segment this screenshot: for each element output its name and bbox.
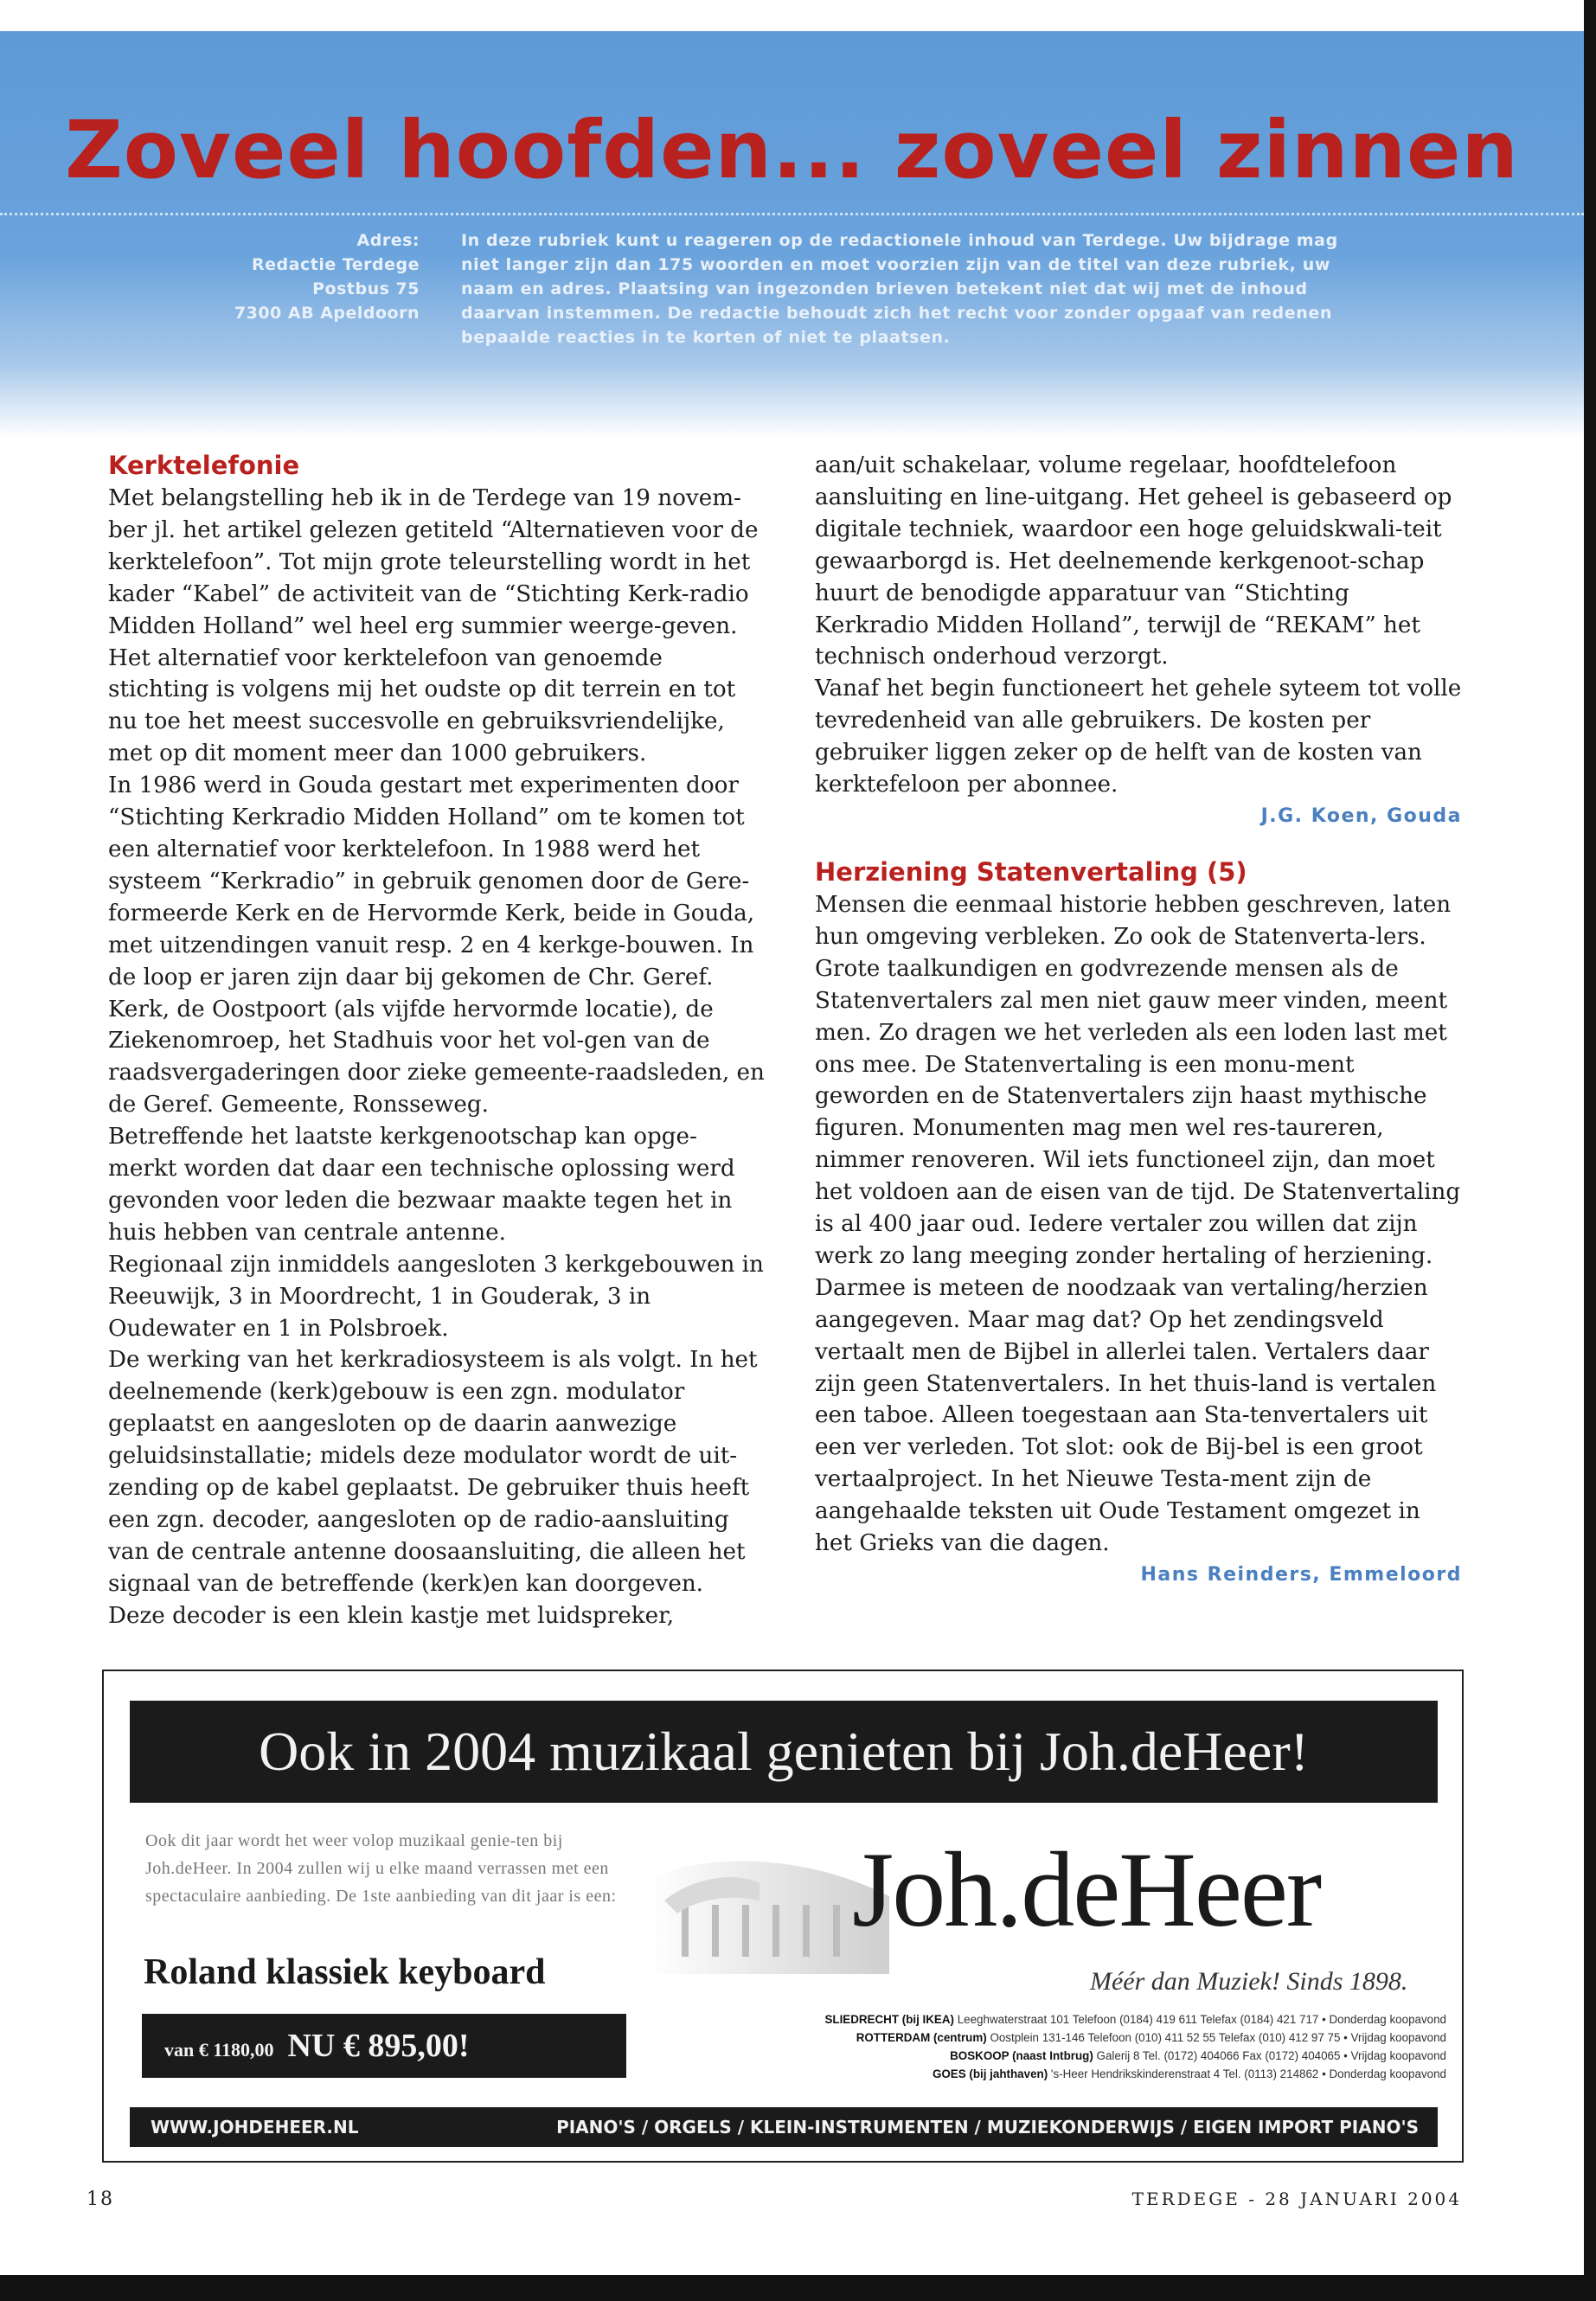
page-number: 18	[87, 2189, 114, 2210]
address-line: 7300 AB Apeldoorn	[234, 304, 420, 323]
store-city: GOES (bij jahthaven)	[932, 2067, 1048, 2080]
article-signature: Hans Reinders, Emmeloord	[1140, 1564, 1462, 1586]
store-address	[633, 2029, 1446, 2047]
address-label: Adres:	[356, 231, 420, 250]
address-block	[156, 228, 420, 325]
store-address	[633, 2047, 1446, 2065]
address-line: Postbus 75	[312, 279, 420, 298]
scan-edge-bottom	[0, 2275, 1596, 2301]
article-paragraph: De werking van het kerkradiosysteem is als volgt. In het deelnemende (kerk)gebouw is een zgn. modulator geplaatst en aangesloten op de daarin aanwezige geluidsinstallatie; midels deze modulator wordt de uit-zending op de kabel geplaatst. De gebruiker thuis heeft een zgn. decoder, aangesloten op de radio-aansluiting van de centrale antenne doosaansluiting, die alleen het signaal van de betreffende (kerk)en kan doorgeven. Deze decoder is een klein kastje met luidspreker,	[108, 1347, 758, 1629]
left-column	[108, 450, 766, 1632]
store-addresses	[633, 2010, 1446, 2083]
article-paragraph: Regionaal zijn inmiddels aangesloten 3 kerkgebouwen in Reeuwijk, 3 in Moordrecht, 1 in Gouderak, 3 in Oudewater en 1 in Polsbroek.	[108, 1251, 764, 1342]
store-city: ROTTERDAM (centrum)	[856, 2031, 987, 2044]
address-line: Redactie Terdege	[252, 255, 420, 274]
store-detail: Leeghwaterstraat 101 Telefoon (0184) 419 611 Telefax (0184) 421 717 • Donderdag koopavond	[957, 2013, 1446, 2026]
rubric-intro: In deze rubriek kunt u reageren op de redactionele inhoud van Terdege. Uw bijdrage mag niet langer zijn dan 175 woorden en moet voorzien zijn van de titel van deze rubriek, uw naam en adres. Plaatsing van ingezonden brieven betekent niet dat wij met de inhoud daarvan instemmen. De redactie behoudt zich het recht voor zonder opgaaf van redenen bepaalde reacties in te korten of niet te plaatsen.	[461, 231, 1338, 347]
ad-product-name: Roland klassiek keyboard	[144, 1952, 546, 1992]
article-heading: Kerktelefonie	[108, 451, 300, 480]
advertisement	[102, 1670, 1464, 2163]
article-paragraph: Vanaf het begin functioneert het gehele syteem tot volle tevredenheid van alle gebruikers. De kosten per gebruiker liggen zeker op de helft van de kosten van kerktefeloon per abonnee.	[815, 676, 1462, 798]
ad-tagline: Méér dan Muziek! Sinds 1898.	[1090, 1967, 1408, 1996]
article-signature: J.G. Koen, Gouda	[1260, 804, 1462, 827]
johdeheer-logo: Joh.deHeer	[852, 1830, 1321, 1949]
issue-line: TERDEGE - 28 JANUARI 2004	[1131, 2189, 1462, 2209]
article-paragraph: Met belangstelling heb ik in de Terdege van 19 novem-ber jl. het artikel gelezen getiteld “Alternatieven voor de kerktelefoon”. Tot mijn grote teleurstelling wordt in het kader “Kabel” de activiteit van de “Stichting Kerk-radio Midden Holland” wel heel erg summier weerge-geven. Het alternatief voor kerktelefoon van genoemde stichting is volgens mij het oudste op dit terrein en tot nu toe het meest succesvolle en gebruiksvriendelijke, met op dit moment meer dan 1000 gebruikers.	[108, 485, 759, 767]
header-dotted-rule	[0, 213, 1584, 215]
article-paragraph: Mensen die eenmaal historie hebben geschreven, laten hun omgeving verbleken. Zo ook de Statenverta-lers. Grote taalkundigen en godvrezende mensen als de Statenvertalers zal men niet gauw meer vinden, meent men. Zo dragen we het verleden als een loden last met ons mee. De Statenvertaling is een monu-ment geworden en de Statenvertalers zijn haast mythische figuren. Monumenten mag men wel res-taureren, nimmer renoveren. Wil iets functioneel zijn, dan moet het voldoen aan de eisen van de tijd. De Statenvertaling is al 400 jaar oud. Iedere vertaler zou willen dat zijn werk zo lang meeging zonder hertaling of herziening. Darmee is meteen de noodzaak van vertaling/herzien aangegeven. Maar mag dat? Op het zendingsveld vertaalt men de Bijbel in allerlei talen. Vertalers daar zijn geen Statenvertalers. In het thuis-land is vertalen een taboe. Alleen toegestaan aan Sta-tenvertalers uit een ver verleden. Tot slot: ook de Bij-bel is een groot vertaalproject. In het Nieuwe Testa-ment zijn de aangehaalde teksten uit Oude Testament omgezet in het Grieks van die dagen.	[815, 891, 1461, 1557]
page-title: Zoveel hoofden... zoveel zinnen	[65, 104, 1519, 196]
store-detail: 's-Heer Hendrikskinderenstraat 4 Tel. (0113) 214862 • Donderdag koopavond	[1050, 2067, 1446, 2080]
store-detail: Oostplein 131-146 Telefoon (010) 411 52 55 Telefax (010) 412 97 75 • Vrijdag koopavond	[990, 2031, 1446, 2044]
ad-old-price: van € 1180,00	[164, 2039, 274, 2061]
article-paragraph: Betreffende het laatste kerkgenootschap kan opge-merkt worden dat daar een technische oplossing werd gevonden voor leden die bezwaar maakte tegen het in huis hebben van centrale antenne.	[108, 1124, 735, 1246]
ad-banner: Ook in 2004 muzikaal genieten bij Joh.deHeer!	[130, 1701, 1438, 1803]
store-city: BOSKOOP (naast Intbrug)	[950, 2049, 1093, 2062]
ad-footer-bar	[130, 2107, 1438, 2147]
ad-categories: PIANO'S / ORGELS / KLEIN-INSTRUMENTEN / MUZIEKONDERWIJS / EIGEN IMPORT PIANO'S	[556, 2117, 1419, 2138]
scan-edge-right	[1584, 0, 1596, 2301]
store-address	[633, 2010, 1446, 2029]
article-paragraph: aan/uit schakelaar, volume regelaar, hoofdtelefoon aansluiting en line-uitgang. Het geheel is gebaseerd op digitale techniek, waardoor een hoge geluidskwali-teit gewaarborgd is. Het deelnemende kerkgenoot-schap huurt de benodigde apparatuur van “Stichting Kerkradio Midden Holland”, terwijl de “REKAM” het technisch onderhoud verzorgt.	[815, 452, 1452, 670]
ad-new-price: NU € 895,00!	[287, 2028, 470, 2064]
article-heading: Herziening Statenvertaling (5)	[815, 856, 1247, 887]
store-address	[633, 2065, 1446, 2083]
ad-website-url: WWW.JOHDEHEER.NL	[151, 2117, 359, 2138]
page-top-margin	[0, 0, 1596, 31]
ad-price-box	[142, 2014, 626, 2078]
store-city: SLIEDRECHT (bij IKEA)	[824, 2013, 954, 2026]
store-detail: Galerij 8 Tel. (0172) 404066 Fax (0172) 404065 • Vrijdag koopavond	[1096, 2049, 1446, 2062]
ad-intro-text: Ook dit jaar wordt het weer volop muzikaal genie-ten bij Joh.deHeer. In 2004 zullen wij u elke maand verrassen met een spectaculaire aanbieding. De 1ste aanbieding van dit jaar is een:	[145, 1831, 617, 1906]
article-paragraph: In 1986 werd in Gouda gestart met experimenten door “Stichting Kerkradio Midden Holland” om te komen tot een alternatief voor kerktelefoon. In 1988 werd het systeem “Kerkradio” in gebruik genomen door de Gere-formeerde Kerk en de Hervormde Kerk, beide in Gouda, met uitzendingen vanuit resp. 2 en 4 kerkge-bouwen. In de loop er jaren zijn daar bij gekomen de Chr. Geref. Kerk, de Oostpoort (als vijfde hervormde locatie), de Ziekenomroep, het Stadhuis voor het vol-gen van de raadsvergaderingen door zieke gemeente-raadsleden, en de Geref. Gemeente, Ronsseweg.	[108, 772, 765, 1118]
right-column	[815, 450, 1462, 1591]
